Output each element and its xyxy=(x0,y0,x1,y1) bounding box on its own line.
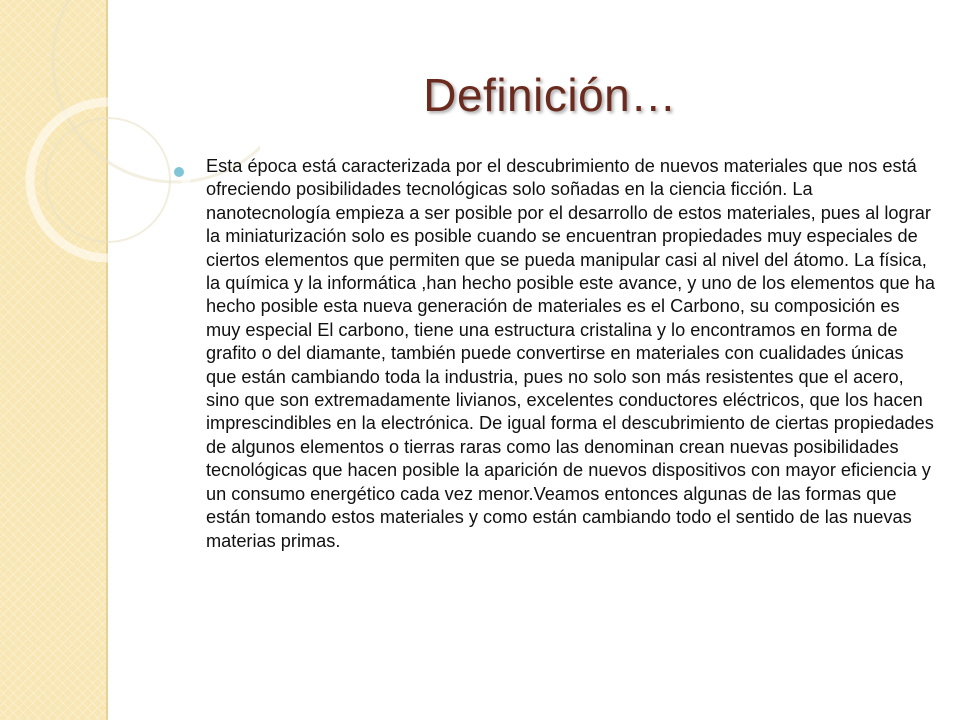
bullet-item xyxy=(160,155,936,553)
content-area xyxy=(160,155,936,553)
bullet-dot-icon xyxy=(174,167,184,177)
band-edge xyxy=(106,0,108,720)
slide-title: Definición… xyxy=(423,69,677,121)
left-decorative-band xyxy=(0,0,106,720)
bullet-text: Esta época está caracterizada por el descubrimiento de nuevos materiales que nos está ofreciendo posibilidades tecnológicas solo soñadas en la ciencia ficción. La nanotecnología empieza a ser posible por el desarrollo de estos materiales, pues al lograr la miniaturización solo es posible cuando se encuentran propiedades muy especiales de ciertos elementos que permiten que se pueda manipular casi al nivel del átomo. La física, la química y la informática ,han hecho posible este avance, y uno de los elementos que ha hecho posible esta nueva generación de materiales es el Carbono, su composición es muy especial El carbono, tiene una estructura cristalina y lo encontramos en forma de grafito o del diamante, también puede convertirse en materiales con cualidades únicas que están cambiando toda la industria, pues no solo son más resistentes que el acero, sino que son extremadamente livianos, excelentes conductores eléctricos, que los hacen imprescindibles en la electrónica. De igual forma el descubrimiento de ciertas propiedades de algunos elementos o tierras raras como las denominan crean nuevas posibilidades tecnológicas que hacen posible la aparición de nuevos dispositivos con mayor eficiencia y un consumo energético cada vez menor.Veamos entonces algunas de las formas que están tomando estos materiales y como están cambiando todo el sentido de las nuevas materias primas. xyxy=(206,156,935,551)
